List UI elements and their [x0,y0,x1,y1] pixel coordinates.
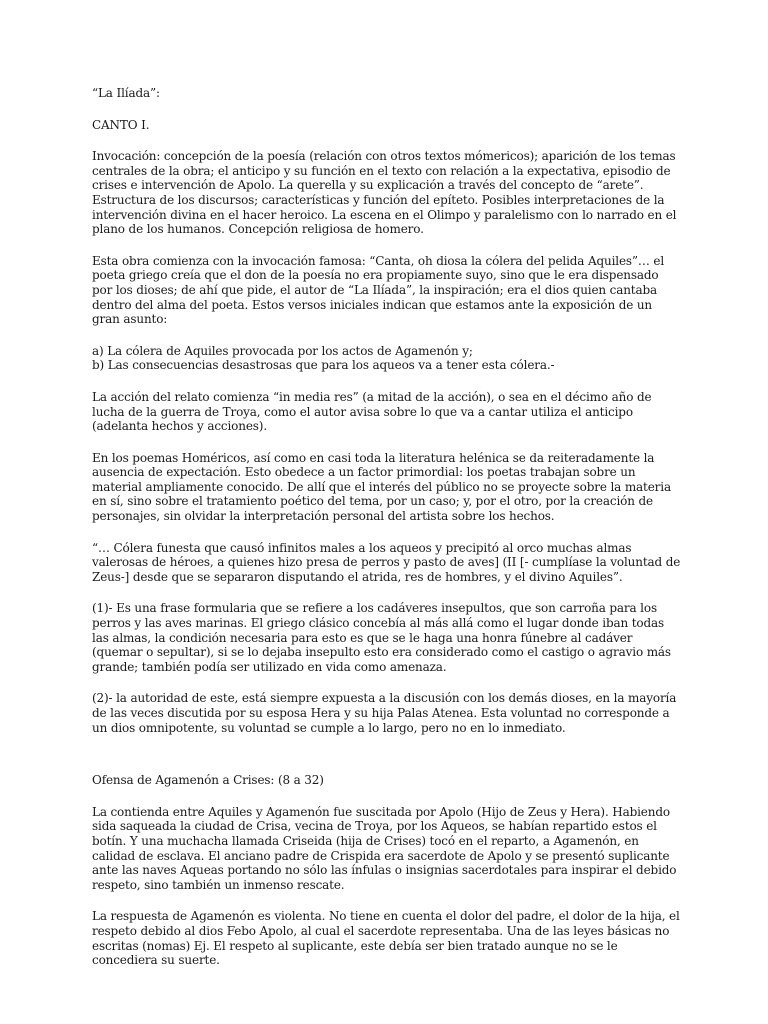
footnote-1: (1)- Es una frase formularia que se refiere a los cadáveres insepultos, que son carroña para los perros y las aves marinas. El griego clásico concebía al más allá como el lugar donde iban todas las almas, la condición necesaria para esto es que se le haga una honra fúnebre al cadáver (quemar o sepultar), si se lo dejaba insepulto esto era considerado como el castigo o agravio más grande; también podía ser utilizado en vida como amenaza. [92,601,671,674]
list-item-a: a) La cólera de Aquiles provocada por los actos de Agamenón y; [92,343,473,358]
intro-paragraph: Invocación: concepción de la poesía (relación con otros textos mómericos); aparición de los temas centrales de la obra; el anticipo y su función en el texto con relación a la expectativa, episodio de crises e intervención de Apolo. La querella y su explicación a través del concepto de “arete”. Estructura de los discursos; características y función del epíteto. Posibles interpretaciones de la intervención divina en el hacer heroico. La escena en el Olimpo y paralelismo con lo narrado en el plano de los humanos. Concepción religiosa de homero. [92,149,677,237]
footnote-2: (2)- la autoridad de este, está siempre expuesta a la discusión con los demás dioses, en la mayoría de las veces discutida por su esposa Hera y su hija Palas Atenea. Esta voluntad no corresponde a un dios omnipotente, su voluntad se cumple a lo largo, pero no en lo inmediato. [92,691,677,735]
quote-paragraph: “… Cólera funesta que causó infinitos males a los aqueos y precipitó al orco muchas almas valerosas de héroes, a quienes hizo presa de perros y pasto de aves] (II [- cumplíase la voluntad de Zeus-] desde que se separaron disputando el atrida, res de hombres, y el divino Aquiles”. [92,540,681,584]
list-item-b: b) Las consecuencias desastrosas que para los aqueos va a tener esta cólera.- [92,358,555,373]
paragraph-contienda: La contienda entre Aquiles y Agamenón fue suscitada por Apolo (Hijo de Zeus y Hera). Habiendo sida saqueada la ciudad de Crisa, vecina de Troya, por los Aqueos, se habían repartido estos el botín. Y una muchacha llamada Criseida (hija de Crises) tocó en el reparto, a Agamenón, en calidad de esclava. El anciano padre de Crispida era sacerdote de Apolo y se presentó suplicante ante las naves Aqueas portando no sólo las ínfulas o insignias sacerdotales para inspirar el debido respeto, sino también un inmenso rescate. [92,804,677,892]
canto-heading: CANTO I. [92,117,150,132]
paragraph-respuesta: La respuesta de Agamenón es violenta. No tiene en cuenta el dolor del padre, el dolor de la hija, el respeto debido al dios Febo Apolo, al cual el sacerdote representaba. Una de las leyes básicas no escritas (nomas) Ej. El respeto al suplicante, este debía ser bien tratado aunque no se le concediera su suerte. [92,909,680,968]
paragraph-in-media-res: La acción del relato comienza “in media res” (a mitad de la acción), o sea en el décimo año de lucha de la guerra de Troya, como el autor avisa sobre lo que va a cantar utiliza el anticipo (adelanta hechos y acciones). [92,389,652,434]
document-page [92,86,682,985]
document-title: “La Ilíada”: [92,86,160,100]
section-heading: Ofensa de Agamenón a Crises: (8 a 32) [92,773,324,788]
paragraph-invocation: Esta obra comienza con la invocación famosa: “Canta, oh diosa la cólera del pelida Aquiles”… el poeta griego creía que el don de la poesía no era propiamente suyo, sino que le era dispensado por los dioses; de ahí que pide, el autor de “La Ilíada”, la inspiración; era el dios quien cantaba dentro del alma del poeta. Estos versos iniciales indican que estamos ante la exposición de un gran asunto: [92,253,665,327]
list-block [92,344,682,373]
paragraph-homeric-poems: En los poemas Homéricos, así como en casi toda la literatura helénica se da reiteradamente la ausencia de expectación. Esto obedece a un factor primordial: los poetas trabajan sobre un material ampliamente conocido. De allí que el interés del público no se proyecte sobre la materia en sí, sino sobre el tratamiento poético del tema, por un caso; y, por el otro, por la creación de personajes, sin olvidar la interpretación personal del artista sobre los hechos. [92,450,671,524]
